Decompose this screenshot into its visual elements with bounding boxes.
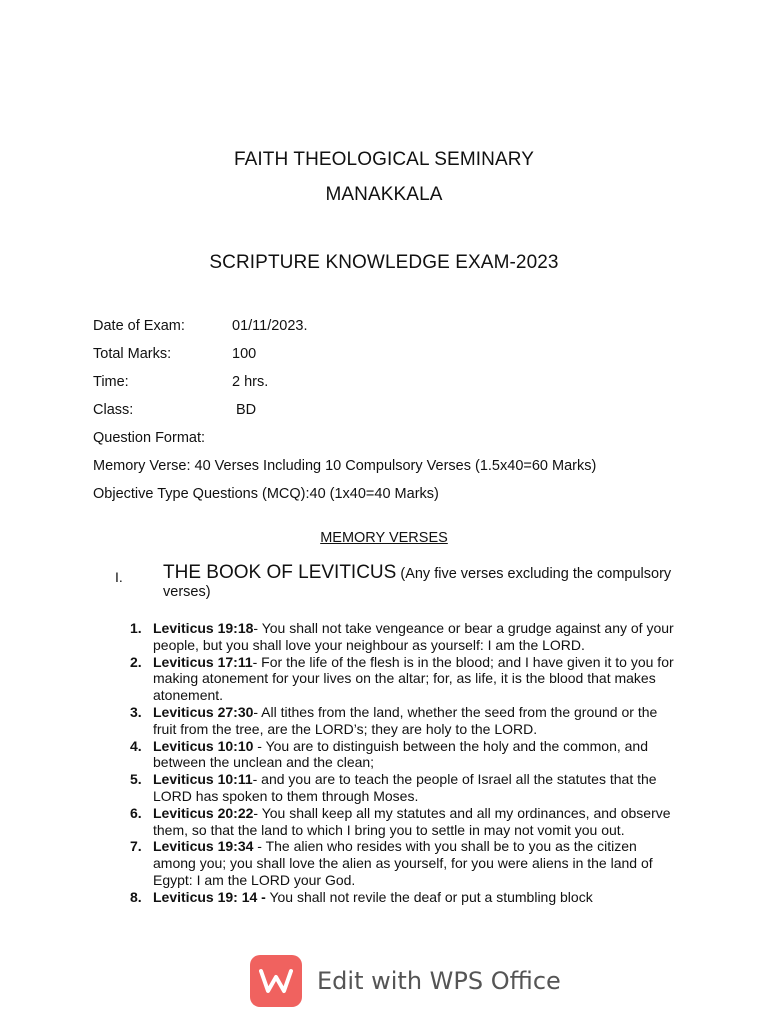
verse-item	[130, 838, 678, 888]
verse-text: - You shall not take vengeance or bear a grudge against any of your people, but you shall love your neighbour as yourself: I am the LORD.	[153, 620, 674, 653]
verse-text: - All tithes from the land, whether the seed from the ground or the fruit from the tree, are the LORD’s; they are holy to the LORD.	[153, 703, 658, 737]
section-note: (Any five verses excluding the compulsory verses)	[163, 566, 672, 600]
seminary-location: MANAKKALA	[325, 184, 443, 205]
exam-date-label: Date of Exam:	[93, 318, 185, 334]
verse-reference: Leviticus 19:18	[153, 620, 254, 636]
wps-edit-label[interactable]: Edit with WPS Office	[317, 967, 561, 995]
section-number: I.	[115, 569, 123, 585]
verse-text: - You shall keep all my statutes and all my ordinances, and observe them, so that the land to which I bring you to settle in may not vomit you out.	[153, 804, 671, 838]
time-row	[93, 374, 268, 390]
question-format-label: Question Format:	[93, 430, 206, 446]
verse-number: 7.	[130, 838, 142, 855]
exam-date-value: 01/11/2023.	[232, 318, 308, 334]
objective-format: Objective Type Questions (MCQ):40 (1x40=40 Marks)	[93, 486, 439, 502]
verse-reference: Leviticus 10:11	[153, 771, 253, 788]
verse-item	[130, 738, 678, 772]
class-value: BD	[236, 402, 257, 418]
memory-verse-format: Memory Verse: 40 Verses Including 10 Compulsory Verses (1.5x40=60 Marks)	[93, 458, 597, 474]
time-value: 2 hrs.	[232, 374, 269, 390]
verse-text: - For the life of the flesh is in the blood; and I have given it to you for making atonement for your lives on the altar; for, as life, it is the blood that makes atonement.	[153, 653, 674, 704]
verse-item	[130, 889, 678, 906]
verse-text: - and you are to teach the people of Israel all the statutes that the LORD has spoken to them through Moses.	[153, 771, 657, 804]
verse-number: 6.	[130, 804, 142, 821]
verse-number: 4.	[130, 737, 142, 754]
verse-reference: Leviticus 10:10	[153, 737, 254, 754]
verse-item	[130, 805, 678, 839]
verse-text: You shall not revile the deaf or put a stumbling block	[265, 888, 593, 905]
verse-number: 1.	[130, 620, 142, 636]
verse-number: 2.	[130, 653, 142, 670]
section-leviticus	[115, 564, 675, 601]
verse-number: 3.	[130, 703, 142, 720]
verse-item	[130, 771, 678, 805]
exam-date-row	[93, 318, 308, 334]
verse-reference: Leviticus 19:34	[153, 838, 254, 855]
verse-item	[130, 704, 678, 738]
total-marks-value: 100	[232, 346, 257, 362]
class-label: Class:	[93, 402, 134, 418]
total-marks-label: Total Marks:	[93, 346, 172, 362]
verse-reference: Leviticus 17:11	[153, 653, 253, 670]
verse-text: - You are to distinguish between the holy and the common, and between the unclean and the clean;	[153, 737, 648, 771]
verse-reference: Leviticus 27:30	[153, 703, 254, 720]
total-marks-row	[93, 346, 256, 362]
verse-item	[130, 654, 678, 704]
wps-edit-banner[interactable]	[250, 955, 561, 1007]
class-row	[93, 402, 256, 418]
verse-item	[130, 620, 678, 654]
verse-reference: Leviticus 19: 14 -	[153, 888, 266, 905]
wps-logo-icon[interactable]	[250, 955, 302, 1007]
verse-number: 5.	[130, 771, 142, 788]
section-heading	[163, 564, 675, 601]
section-title: THE BOOK OF LEVITICUS	[163, 562, 397, 583]
memory-verses-heading: MEMORY VERSES	[320, 530, 448, 546]
seminary-name: FAITH THEOLOGICAL SEMINARY	[234, 149, 534, 170]
verse-reference: Leviticus 20:22	[153, 804, 254, 821]
verse-number: 8.	[130, 888, 142, 905]
exam-title: SCRIPTURE KNOWLEDGE EXAM-2023	[209, 252, 559, 273]
verse-list	[130, 620, 678, 906]
time-label: Time:	[93, 374, 129, 390]
verse-text: - The alien who resides with you shall be to you as the citizen among you; you shall love the alien as yourself, for you were aliens in the land of Egypt: I am the LORD your God.	[153, 838, 653, 888]
